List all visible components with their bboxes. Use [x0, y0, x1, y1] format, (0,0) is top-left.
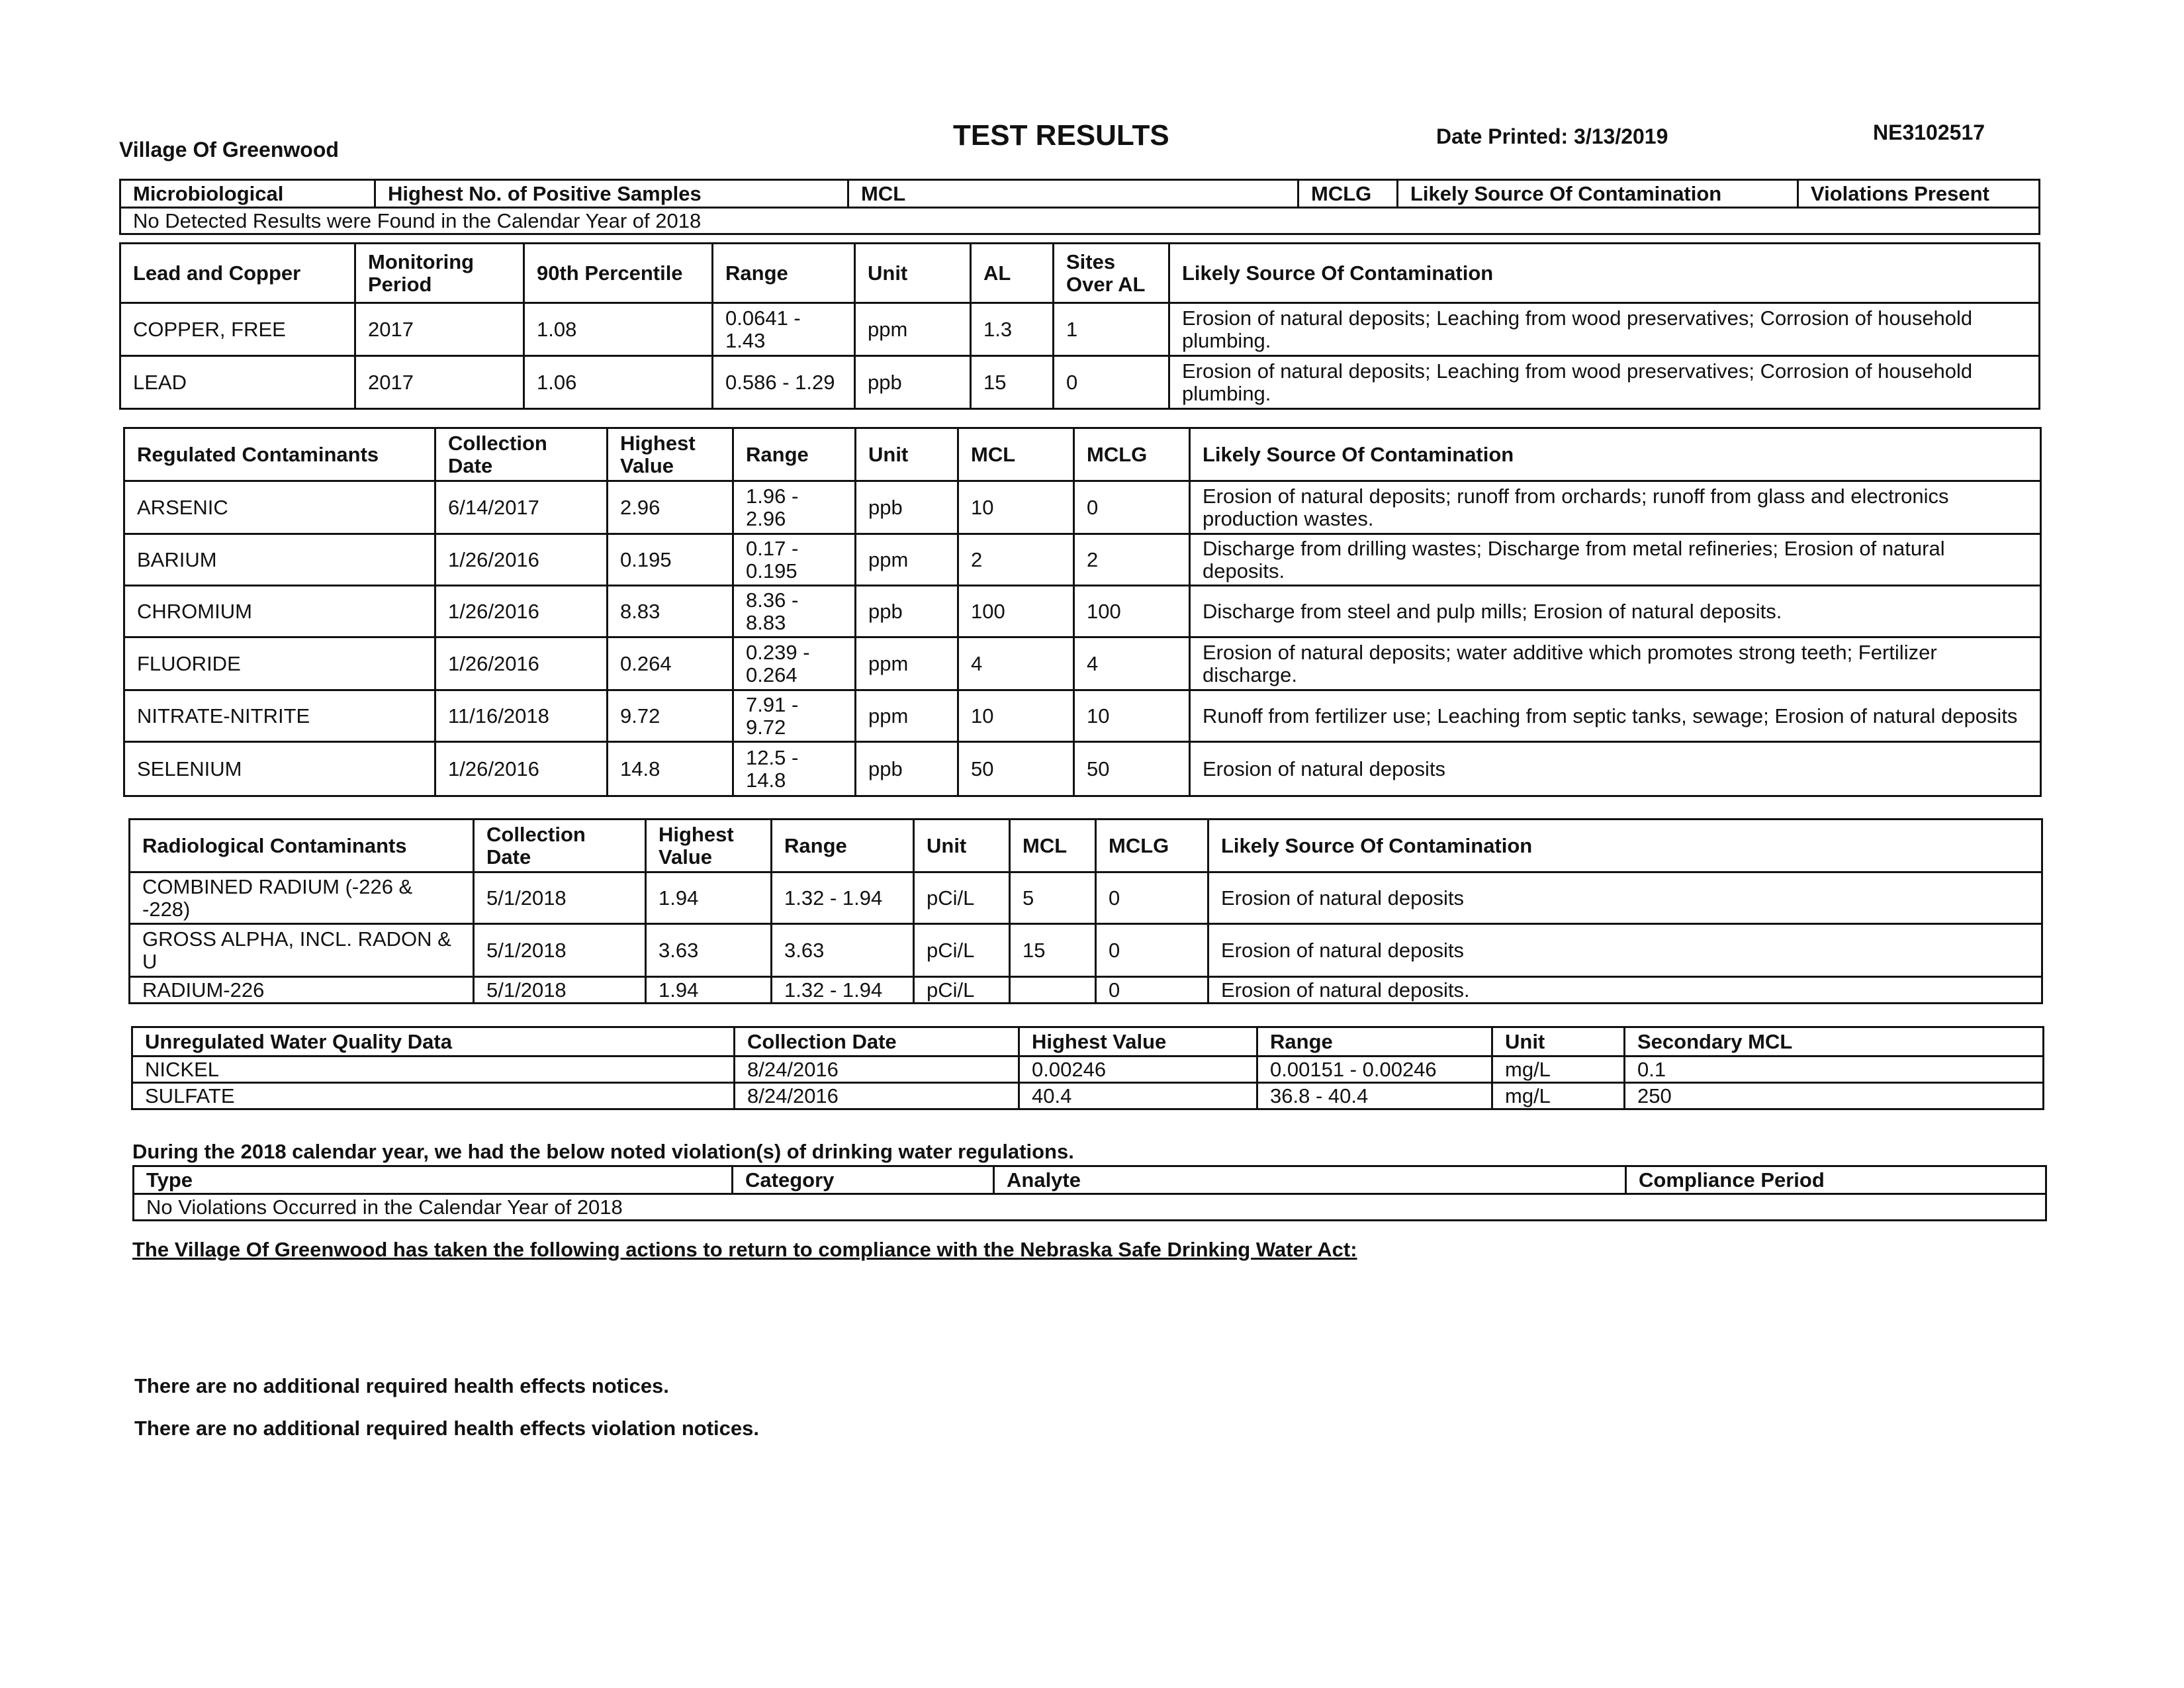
unregulated-data-table	[131, 1026, 2044, 1110]
mcl-value: 2	[958, 534, 1074, 586]
collection-date: 1/26/2016	[435, 586, 608, 637]
no-results-note: No Detected Results were Found in the Calendar Year of 2018	[120, 208, 2040, 234]
collection-date: 1/26/2016	[435, 742, 608, 796]
table-row	[132, 1056, 2044, 1083]
header-cell: MCL	[848, 180, 1298, 208]
range-value: 36.8 - 40.4	[1257, 1083, 1492, 1109]
table-row	[124, 637, 2041, 690]
likely-source: Erosion of natural deposits; runoff from orchards; runoff from glass and electronics production wastes.	[1190, 481, 2041, 534]
highest-value: 2.96	[608, 481, 733, 534]
secondary-mcl: 250	[1625, 1083, 2044, 1109]
table-row	[124, 586, 2041, 637]
header-cell: Monitoring Period	[355, 244, 524, 303]
highest-value: 0.264	[608, 637, 733, 690]
highest-value: 1.94	[646, 872, 772, 924]
unit-value: ppm	[856, 637, 958, 690]
header-cell: Highest Value	[608, 428, 733, 481]
header-cell: Range	[713, 244, 855, 303]
contaminant-name: COMBINED RADIUM (-226 & -228)	[130, 872, 474, 924]
range-value: 0.17 - 0.195	[733, 534, 856, 586]
al-value: 15	[971, 356, 1054, 409]
header-cell: Unregulated Water Quality Data	[132, 1027, 735, 1056]
contaminant-name: NITRATE-NITRITE	[124, 690, 435, 742]
range-value: 1.96 - 2.96	[733, 481, 856, 534]
likely-source: Erosion of natural deposits; water additive which promotes strong teeth; Fertilizer discharge.	[1190, 637, 2041, 690]
highest-value: 14.8	[608, 742, 733, 796]
likely-source: Erosion of natural deposits	[1208, 872, 2042, 924]
table-row	[124, 481, 2041, 534]
table-row	[132, 1083, 2044, 1109]
header-cell: Highest No. of Positive Samples	[375, 180, 848, 208]
header-cell: Regulated Contaminants	[124, 428, 435, 481]
mcl-value: 15	[1010, 924, 1096, 977]
header-cell: Secondary MCL	[1625, 1027, 2044, 1056]
range-value: 7.91 - 9.72	[733, 690, 856, 742]
range-value: 1.32 - 1.94	[772, 977, 914, 1004]
mcl-value: 5	[1010, 872, 1096, 924]
header-cell: Radiological Contaminants	[130, 820, 474, 872]
contaminant-name: COPPER, FREE	[120, 303, 355, 356]
unit-value: mg/L	[1492, 1056, 1625, 1083]
mclg-value: 0	[1096, 924, 1208, 977]
header-cell: MCL	[958, 428, 1074, 481]
percentile-value: 1.08	[524, 303, 713, 356]
unit-value: ppb	[855, 356, 971, 409]
header-cell: Likely Source Of Contamination	[1190, 428, 2041, 481]
header-cell: 90th Percentile	[524, 244, 713, 303]
unit-value: ppb	[856, 742, 958, 796]
mclg-value: 4	[1074, 637, 1190, 690]
collection-date: 8/24/2016	[735, 1083, 1019, 1109]
header-cell: Collection Date	[474, 820, 646, 872]
highest-value: 9.72	[608, 690, 733, 742]
parameter-name: SULFATE	[132, 1083, 735, 1109]
header-cell: Unit	[856, 428, 958, 481]
regulated-contaminants-table	[123, 427, 2042, 797]
header-cell: Range	[1257, 1027, 1492, 1056]
collection-date: 6/14/2017	[435, 481, 608, 534]
header-cell: Type	[134, 1166, 733, 1194]
header-cell: Unit	[914, 820, 1010, 872]
header-cell: Sites Over AL	[1054, 244, 1169, 303]
header-cell: Compliance Period	[1626, 1166, 2046, 1194]
header-cell: Unit	[1492, 1027, 1625, 1056]
highest-value: 1.94	[646, 977, 772, 1004]
collection-date: 5/1/2018	[474, 977, 646, 1004]
contaminant-name: BARIUM	[124, 534, 435, 586]
likely-source: Discharge from steel and pulp mills; Erosion of natural deposits.	[1190, 586, 2041, 637]
collection-date: 5/1/2018	[474, 872, 646, 924]
mcl-value: 100	[958, 586, 1074, 637]
range-value: 0.00151 - 0.00246	[1257, 1056, 1492, 1083]
table-row	[120, 303, 2040, 356]
likely-source: Erosion of natural deposits; Leaching from wood preservatives; Corrosion of household plumbing.	[1169, 303, 2040, 356]
microbiological-table	[119, 179, 2040, 235]
unit-value: ppm	[856, 690, 958, 742]
unit-value: ppb	[856, 586, 958, 637]
range-value: 0.239 - 0.264	[733, 637, 856, 690]
table-row	[130, 872, 2042, 924]
system-id: NE3102517	[1873, 120, 1985, 144]
likely-source: Runoff from fertilizer use; Leaching from septic tanks, sewage; Erosion of natural deposits	[1190, 690, 2041, 742]
table-row	[120, 356, 2040, 409]
mclg-value: 10	[1074, 690, 1190, 742]
monitoring-period: 2017	[355, 303, 524, 356]
mclg-value: 0	[1074, 481, 1190, 534]
header-cell: Highest Value	[1019, 1027, 1257, 1056]
unit-value: ppm	[856, 534, 958, 586]
unit-value: ppb	[856, 481, 958, 534]
sites-over-al: 1	[1054, 303, 1169, 356]
sites-over-al: 0	[1054, 356, 1169, 409]
header-cell: Likely Source Of Contamination	[1169, 244, 2040, 303]
violations-table	[132, 1165, 2047, 1221]
mcl-value: 50	[958, 742, 1074, 796]
collection-date: 1/26/2016	[435, 637, 608, 690]
contaminant-name: SELENIUM	[124, 742, 435, 796]
table-row	[130, 924, 2042, 977]
unit-value: ppm	[855, 303, 971, 356]
likely-source: Erosion of natural deposits	[1208, 924, 2042, 977]
contaminant-name: LEAD	[120, 356, 355, 409]
table-row	[130, 977, 2042, 1004]
highest-value: 8.83	[608, 586, 733, 637]
radiological-contaminants-table	[128, 818, 2043, 1004]
header-cell: Likely Source Of Contamination	[1208, 820, 2042, 872]
mclg-value: 100	[1074, 586, 1190, 637]
contaminant-name: CHROMIUM	[124, 586, 435, 637]
monitoring-period: 2017	[355, 356, 524, 409]
header-cell: Category	[733, 1166, 994, 1194]
mcl-value	[1010, 977, 1096, 1004]
likely-source: Erosion of natural deposits; Leaching from wood preservatives; Corrosion of household plumbing.	[1169, 356, 2040, 409]
header-cell: AL	[971, 244, 1054, 303]
al-value: 1.3	[971, 303, 1054, 356]
collection-date: 8/24/2016	[735, 1056, 1019, 1083]
header-cell: Unit	[855, 244, 971, 303]
mclg-value: 0	[1096, 977, 1208, 1004]
collection-date: 11/16/2018	[435, 690, 608, 742]
mclg-value: 0	[1096, 872, 1208, 924]
no-violations-note: No Violations Occurred in the Calendar Year of 2018	[134, 1194, 2046, 1221]
range-value: 3.63	[772, 924, 914, 977]
range-value: 8.36 - 8.83	[733, 586, 856, 637]
header-cell: Range	[772, 820, 914, 872]
contaminant-name: ARSENIC	[124, 481, 435, 534]
compliance-actions-heading: The Village Of Greenwood has taken the following actions to return to compliance with the Nebraska Safe Drinking Water Act:	[132, 1238, 1357, 1261]
range-value: 0.586 - 1.29	[713, 356, 855, 409]
unit-value: pCi/L	[914, 977, 1010, 1004]
secondary-mcl: 0.1	[1625, 1056, 2044, 1083]
header-cell: MCL	[1010, 820, 1096, 872]
collection-date: 5/1/2018	[474, 924, 646, 977]
likely-source: Erosion of natural deposits	[1190, 742, 2041, 796]
table-row	[124, 690, 2041, 742]
header-cell: MCLG	[1096, 820, 1208, 872]
contaminant-name: FLUORIDE	[124, 637, 435, 690]
violations-intro: During the 2018 calendar year, we had the below noted violation(s) of drinking water regulations.	[132, 1140, 1074, 1163]
header-cell: Highest Value	[646, 820, 772, 872]
mcl-value: 10	[958, 690, 1074, 742]
range-value: 12.5 - 14.8	[733, 742, 856, 796]
unit-value: pCi/L	[914, 924, 1010, 977]
contaminant-name: GROSS ALPHA, INCL. RADON & U	[130, 924, 474, 977]
percentile-value: 1.06	[524, 356, 713, 409]
range-value: 1.32 - 1.94	[772, 872, 914, 924]
unit-value: mg/L	[1492, 1083, 1625, 1109]
highest-value: 3.63	[646, 924, 772, 977]
highest-value: 0.00246	[1019, 1056, 1257, 1083]
violation-notice: There are no additional required health effects violation notices.	[134, 1417, 759, 1440]
header-cell: Range	[733, 428, 856, 481]
header-cell: Likely Source Of Contamination	[1398, 180, 1798, 208]
mclg-value: 2	[1074, 534, 1190, 586]
header-cell: Violations Present	[1798, 180, 2040, 208]
header-cell: MCLG	[1074, 428, 1190, 481]
table-row	[124, 534, 2041, 586]
collection-date: 1/26/2016	[435, 534, 608, 586]
table-row	[124, 742, 2041, 796]
header-cell: Collection Date	[735, 1027, 1019, 1056]
header-cell: Microbiological	[120, 180, 375, 208]
health-effects-notice: There are no additional required health effects notices.	[134, 1374, 669, 1397]
mcl-value: 10	[958, 481, 1074, 534]
highest-value: 40.4	[1019, 1083, 1257, 1109]
header-cell: MCLG	[1298, 180, 1398, 208]
header-cell: Collection Date	[435, 428, 608, 481]
header-cell: Lead and Copper	[120, 244, 355, 303]
highest-value: 0.195	[608, 534, 733, 586]
unit-value: pCi/L	[914, 872, 1010, 924]
mclg-value: 50	[1074, 742, 1190, 796]
date-printed: Date Printed: 3/13/2019	[1436, 124, 1668, 148]
likely-source: Erosion of natural deposits.	[1208, 977, 2042, 1004]
parameter-name: NICKEL	[132, 1056, 735, 1083]
lead-copper-table	[119, 242, 2040, 410]
page-title: TEST RESULTS	[953, 119, 1169, 152]
mcl-value: 4	[958, 637, 1074, 690]
contaminant-name: RADIUM-226	[130, 977, 474, 1004]
range-value: 0.0641 - 1.43	[713, 303, 855, 356]
header-cell: Analyte	[994, 1166, 1626, 1194]
organization-name: Village Of Greenwood	[119, 138, 339, 162]
likely-source: Discharge from drilling wastes; Discharge from metal refineries; Erosion of natural deposits.	[1190, 534, 2041, 586]
